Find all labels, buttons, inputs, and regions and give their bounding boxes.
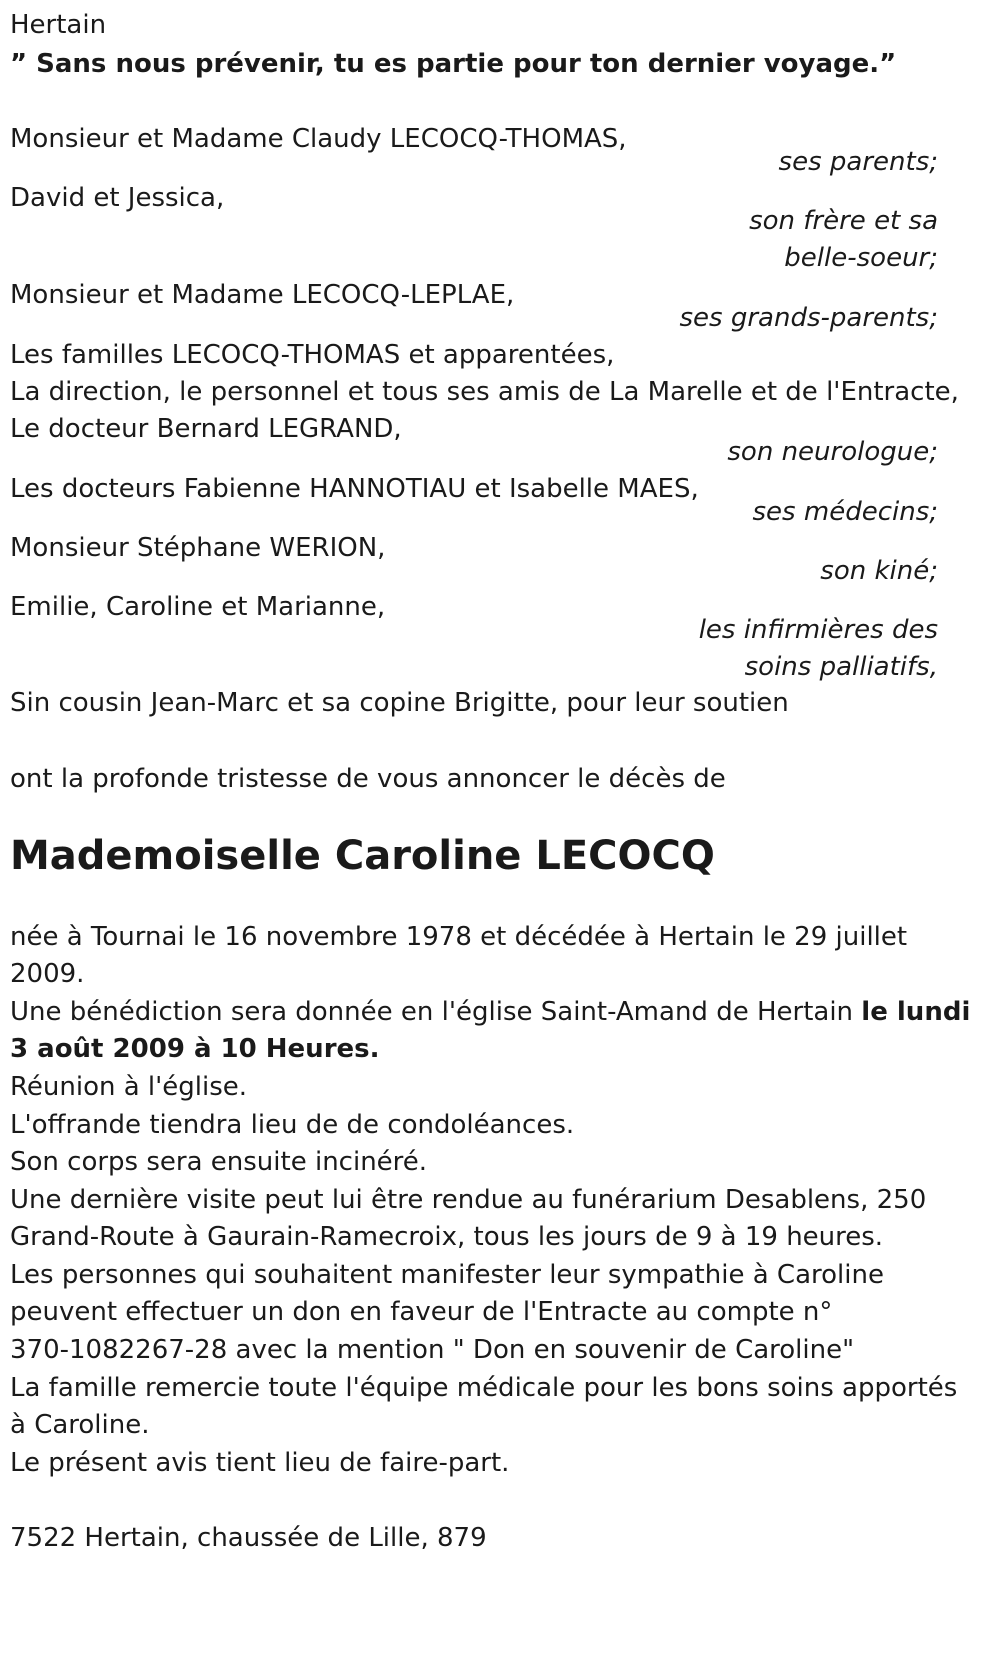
family-role: soins palliatifs, bbox=[744, 652, 938, 682]
family-line: Les familles LECOCQ-THOMAS et apparentées, bbox=[10, 340, 615, 370]
quote: ” Sans nous prévenir, tu es partie pour ton dernier voyage.” bbox=[10, 49, 897, 79]
family-role: son kiné; bbox=[820, 556, 938, 586]
donation-line: 370-1082267-28 avec la mention " Don en souvenir de Caroline" bbox=[10, 1335, 855, 1365]
family-role: les infirmières des bbox=[698, 615, 938, 645]
donation-line: Les personnes qui souhaitent manifester leur sympathie à Caroline bbox=[10, 1260, 884, 1290]
thanks-line: La famille remercie toute l'équipe médicale pour les bons soins apportés bbox=[10, 1373, 958, 1403]
meeting-line: Réunion à l'église. bbox=[10, 1072, 248, 1102]
birth-death-line: 2009. bbox=[10, 959, 85, 989]
visit-line: Grand-Route à Gaurain-Ramecroix, tous les jours de 9 à 19 heures. bbox=[10, 1222, 884, 1252]
blessing-line bbox=[10, 999, 970, 1025]
family-line: Sin cousin Jean-Marc et sa copine Brigitte, pour leur soutien bbox=[10, 688, 789, 718]
birth-death-line: née à Tournai le 16 novembre 1978 et décédée à Hertain le 29 juillet bbox=[10, 922, 908, 952]
family-role: ses grands-parents; bbox=[679, 303, 938, 333]
offering-line: L'offrande tiendra lieu de de condoléances. bbox=[10, 1110, 575, 1140]
blessing-date: le lundi bbox=[861, 997, 971, 1027]
deceased-name: Mademoiselle Caroline LECOCQ bbox=[10, 833, 715, 879]
family-role: ses médecins; bbox=[752, 497, 938, 527]
address: 7522 Hertain, chaussée de Lille, 879 bbox=[10, 1523, 487, 1553]
family-line: Emilie, Caroline et Marianne, bbox=[10, 592, 386, 622]
cremation-line: Son corps sera ensuite incinéré. bbox=[10, 1147, 428, 1177]
family-role: ses parents; bbox=[778, 147, 938, 177]
thanks-line: à Caroline. bbox=[10, 1410, 150, 1440]
family-line: Monsieur et Madame LECOCQ-LEPLAE, bbox=[10, 280, 515, 310]
family-line: Le docteur Bernard LEGRAND, bbox=[10, 414, 402, 444]
family-role: son neurologue; bbox=[727, 437, 938, 467]
blessing-time: 3 août 2009 à 10 Heures. bbox=[10, 1034, 380, 1064]
visit-line: Une dernière visite peut lui être rendue au funérarium Desablens, 250 bbox=[10, 1185, 927, 1215]
family-line: Monsieur Stéphane WERION, bbox=[10, 533, 386, 563]
family-role: belle-soeur; bbox=[784, 243, 938, 273]
blessing-text: Une bénédiction sera donnée en l'église Saint-Amand de Hertain bbox=[10, 997, 862, 1027]
family-line: Monsieur et Madame Claudy LECOCQ-THOMAS, bbox=[10, 124, 627, 154]
family-line: La direction, le personnel et tous ses amis de La Marelle et de l'Entracte, bbox=[10, 377, 959, 407]
family-line: David et Jessica, bbox=[10, 183, 225, 213]
donation-line: peuvent effectuer un don en faveur de l'Entracte au compte n° bbox=[10, 1297, 833, 1327]
place-heading: Hertain bbox=[10, 10, 107, 40]
announcement: ont la profonde tristesse de vous annoncer le décès de bbox=[10, 764, 726, 794]
notice-line: Le présent avis tient lieu de faire-part. bbox=[10, 1448, 510, 1478]
family-line: Les docteurs Fabienne HANNOTIAU et Isabelle MAES, bbox=[10, 474, 699, 504]
family-role: son frère et sa bbox=[749, 206, 938, 236]
